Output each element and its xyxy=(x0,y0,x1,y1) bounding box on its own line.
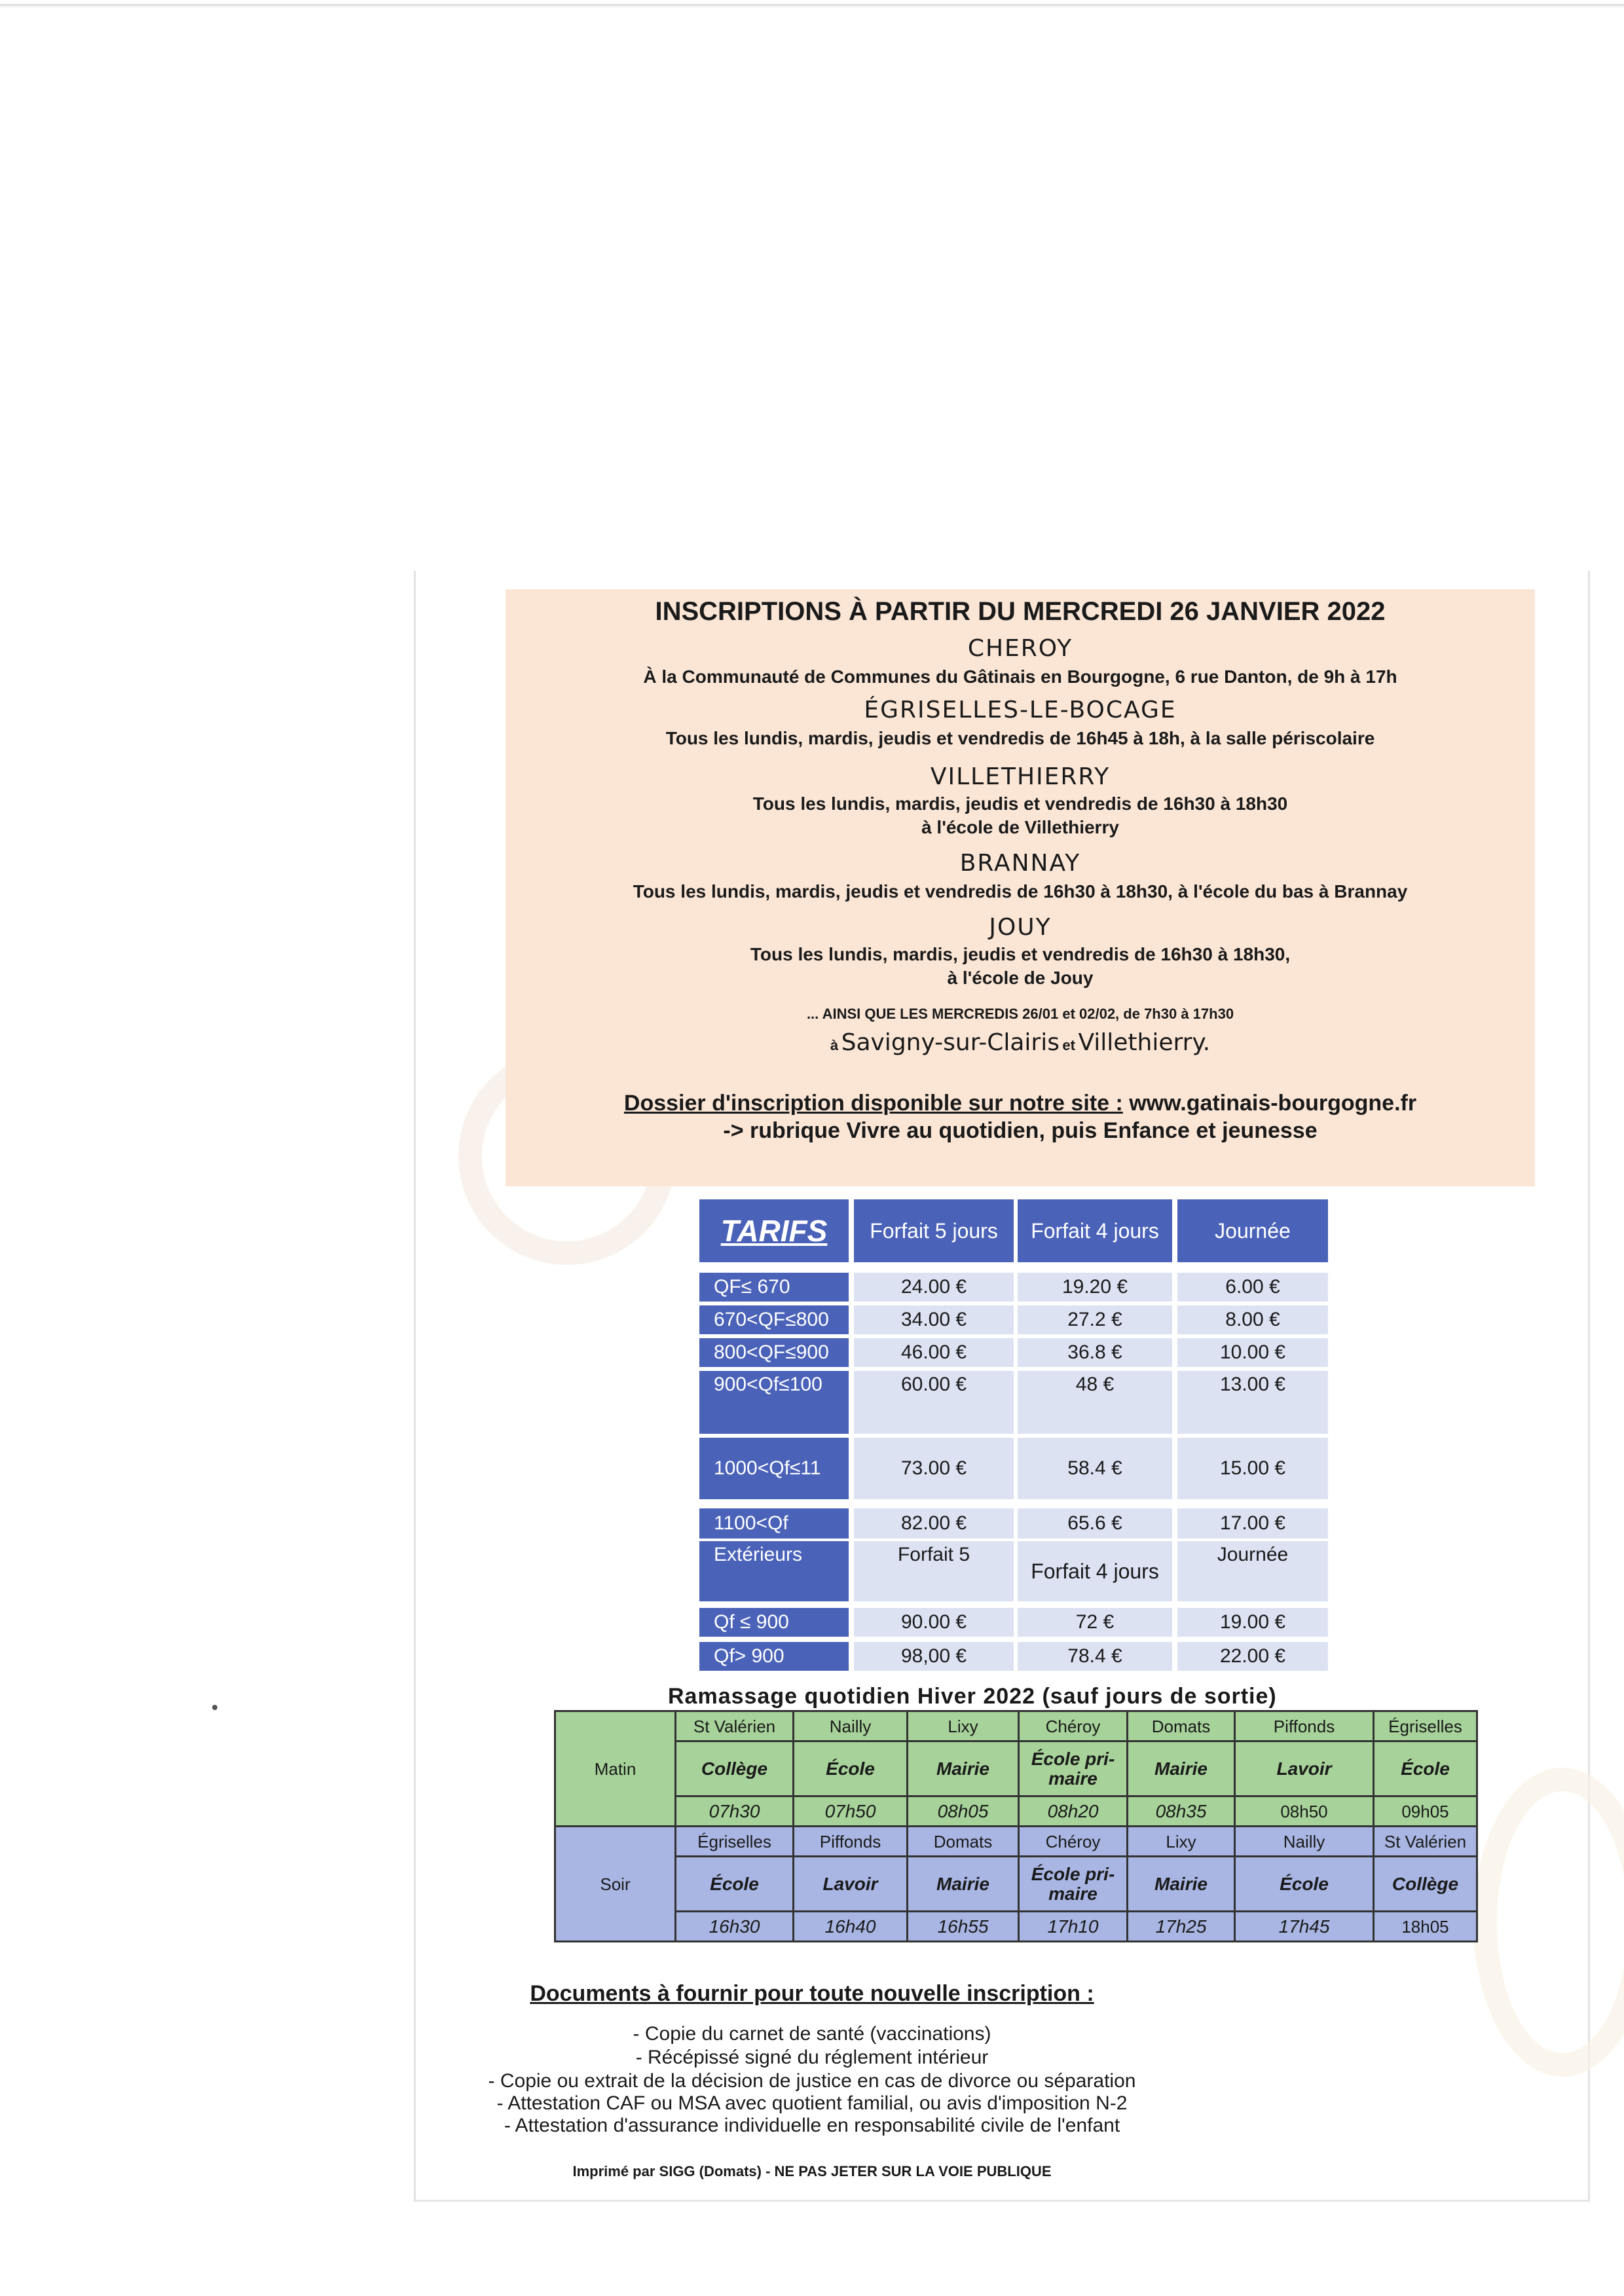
tarif-value: 98,00 € xyxy=(854,1642,1014,1671)
scan-dot xyxy=(212,1705,217,1710)
bus-stop: Domats xyxy=(908,1827,1019,1857)
document-item: - Copie ou extrait de la décision de justice en cas de divorce ou séparation xyxy=(488,2070,1136,2092)
registration-info-box xyxy=(506,589,1535,1186)
tarif-value: Journée xyxy=(1177,1541,1328,1601)
bus-stop: Nailly xyxy=(1235,1827,1374,1857)
bus-time: 17h10 xyxy=(1019,1912,1128,1942)
bus-time: 08h35 xyxy=(1128,1796,1235,1827)
town-name: ÉGRISELLES-LE-BOCAGE xyxy=(864,697,1177,723)
bus-time: 07h30 xyxy=(676,1796,794,1827)
soir-label: Soir xyxy=(555,1827,676,1942)
bus-stop: Lixy xyxy=(908,1711,1019,1741)
tarif-value: 78.4 € xyxy=(1018,1642,1172,1671)
town-details: Tous les lundis, mardis, jeudis et vendredis de 16h30 à 18h30, xyxy=(750,944,1291,964)
tarif-row-label: 800<QF≤900 xyxy=(699,1338,849,1367)
scan-edge xyxy=(0,4,1624,8)
bus-place: Lavoir xyxy=(794,1857,908,1912)
bus-time: 18h05 xyxy=(1374,1912,1477,1942)
tarifs-header: Forfait 4 jours xyxy=(1018,1199,1172,1262)
tarifs-title-cell xyxy=(699,1199,849,1262)
wednesday-place: Savigny-sur-Clairis xyxy=(841,1029,1060,1056)
bus-time: 17h45 xyxy=(1235,1912,1374,1942)
tarif-row-label: QF≤ 670 xyxy=(699,1273,849,1302)
document-item: - Attestation CAF ou MSA avec quotient familial, ou avis d'imposition N-2 xyxy=(496,2092,1128,2114)
bus-place: Mairie xyxy=(1128,1857,1235,1912)
bus-time: 16h30 xyxy=(676,1912,794,1942)
matin-label: Matin xyxy=(555,1711,676,1827)
tarif-row-label: 1000<Qf≤11 xyxy=(699,1438,849,1499)
tarif-value: 6.00 € xyxy=(1177,1273,1328,1302)
tarifs-header: Journée xyxy=(1177,1199,1328,1262)
bus-place: Lavoir xyxy=(1235,1741,1374,1796)
bus-place: École pri-maire xyxy=(1019,1741,1128,1796)
bus-stop: Égriselles xyxy=(1374,1711,1477,1741)
tarif-value: 72 € xyxy=(1018,1608,1172,1637)
tarif-row-label: Qf> 900 xyxy=(699,1642,849,1671)
tarif-value: 17.00 € xyxy=(1177,1508,1328,1539)
bus-stop: Piffonds xyxy=(794,1827,908,1857)
bus-time: 08h05 xyxy=(908,1796,1019,1827)
website-link[interactable]: www.gatinais-bourgogne.fr xyxy=(1129,1091,1417,1116)
tarif-row-label: Qf ≤ 900 xyxy=(699,1608,849,1637)
town-name: VILLETHIERRY xyxy=(930,763,1111,790)
bus-time: 09h05 xyxy=(1374,1796,1477,1827)
tarif-value: 82.00 € xyxy=(854,1508,1014,1539)
tarif-value: 27.2 € xyxy=(1018,1305,1172,1334)
bus-place: Mairie xyxy=(908,1857,1019,1912)
bus-time: 08h20 xyxy=(1019,1796,1128,1827)
bus-time: 16h40 xyxy=(794,1912,908,1942)
info-title: INSCRIPTIONS À PARTIR DU MERCREDI 26 JANVIER 2022 xyxy=(655,597,1386,626)
bus-place: École xyxy=(1235,1857,1374,1912)
tarif-value: 58.4 € xyxy=(1018,1438,1172,1499)
tarif-value: 8.00 € xyxy=(1177,1305,1328,1334)
bus-stop: Piffonds xyxy=(1235,1711,1374,1741)
tarif-value: 19.20 € xyxy=(1018,1273,1172,1302)
bus-stop: St Valérien xyxy=(676,1711,794,1741)
bus-place: Mairie xyxy=(908,1741,1019,1796)
town-name: CHEROY xyxy=(967,635,1073,662)
bus-place: École xyxy=(1374,1741,1477,1796)
tarif-value: 13.00 € xyxy=(1177,1371,1328,1434)
bus-time: 07h50 xyxy=(794,1796,908,1827)
wednesday-prefix: à xyxy=(830,1037,839,1053)
tarif-value: 73.00 € xyxy=(854,1438,1014,1499)
tarif-value: 90.00 € xyxy=(854,1608,1014,1637)
tarif-value: 46.00 € xyxy=(854,1338,1014,1367)
town-details: à l'école de Villethierry xyxy=(921,817,1119,837)
wednesday-and: et xyxy=(1062,1037,1075,1053)
town-name: JOUY xyxy=(989,914,1052,941)
bus-time: 08h50 xyxy=(1235,1796,1374,1827)
bus-schedule-table xyxy=(554,1710,1478,1942)
bus-place: Mairie xyxy=(1128,1741,1235,1796)
dossier-line xyxy=(506,1091,1535,1116)
bus-place: Collège xyxy=(676,1741,794,1796)
town-details: Tous les lundis, mardis, jeudis et vendredis de 16h30 à 18h30, à l'école du bas à Brannay xyxy=(633,881,1408,902)
bus-time: 16h55 xyxy=(908,1912,1019,1942)
town-details: Tous les lundis, mardis, jeudis et vendredis de 16h30 à 18h30 xyxy=(752,793,1288,814)
town-details: à l'école de Jouy xyxy=(947,968,1094,988)
bus-stop: Nailly xyxy=(794,1711,908,1741)
tarif-row-label: 1100<Qf xyxy=(699,1508,849,1539)
wednesday-place: Villethierry. xyxy=(1078,1029,1211,1056)
tarif-value: 36.8 € xyxy=(1018,1338,1172,1367)
bus-schedule-title: Ramassage quotidien Hiver 2022 (sauf jours de sortie) xyxy=(668,1684,1277,1709)
tarif-value: 19.00 € xyxy=(1177,1608,1328,1637)
tarif-value: 24.00 € xyxy=(854,1273,1014,1302)
tarif-row-label: 900<Qf≤100 xyxy=(699,1371,849,1434)
bus-stop: St Valérien xyxy=(1374,1827,1477,1857)
tarifs-header: Forfait 5 jours xyxy=(854,1199,1014,1262)
town-name: BRANNAY xyxy=(959,850,1081,877)
tarifs-title: TARIFS xyxy=(720,1214,828,1248)
documents-title xyxy=(0,1981,1624,2007)
town-details: Tous les lundis, mardis, jeudis et vendredis de 16h45 à 18h, à la salle périscolaire xyxy=(665,728,1375,748)
tarif-value: Forfait 4 jours xyxy=(1018,1541,1172,1601)
tarif-value: 60.00 € xyxy=(854,1371,1014,1434)
document-item: - Copie du carnet de santé (vaccinations) xyxy=(633,2023,991,2045)
bus-stop: Chéroy xyxy=(1019,1711,1128,1741)
tarif-value: 34.00 € xyxy=(854,1305,1014,1334)
document-item: - Récépissé signé du réglement intérieur xyxy=(635,2047,989,2068)
tarif-row-label: Extérieurs xyxy=(699,1541,849,1601)
bus-stop: Chéroy xyxy=(1019,1827,1128,1857)
town-details: À la Communauté de Communes du Gâtinais en Bourgogne, 6 rue Danton, de 9h à 17h xyxy=(643,666,1397,687)
documents-title-text: Documents à fournir pour toute nouvelle inscription : xyxy=(530,1981,1094,2006)
bus-place: École xyxy=(676,1857,794,1912)
bus-stop: Égriselles xyxy=(676,1827,794,1857)
tarif-value: 15.00 € xyxy=(1177,1438,1328,1499)
footer-print-notice: Imprimé par SIGG (Domats) - NE PAS JETER SUR LA VOIE PUBLIQUE xyxy=(572,2163,1052,2179)
wednesday-note: ... AINSI QUE LES MERCREDIS 26/01 et 02/02, de 7h30 à 17h30 xyxy=(806,1006,1234,1022)
bus-stop: Domats xyxy=(1128,1711,1235,1741)
tarif-value: Forfait 5 xyxy=(854,1541,1014,1601)
bus-time: 17h25 xyxy=(1128,1912,1235,1942)
tarif-row-label: 670<QF≤800 xyxy=(699,1305,849,1334)
tarif-value: 48 € xyxy=(1018,1371,1172,1434)
tarif-value: 22.00 € xyxy=(1177,1642,1328,1671)
rubrique-line: -> rubrique Vivre au quotidien, puis Enfance et jeunesse xyxy=(723,1118,1318,1143)
tarif-value: 10.00 € xyxy=(1177,1338,1328,1367)
tarif-value: 65.6 € xyxy=(1018,1508,1172,1539)
bus-place: École xyxy=(794,1741,908,1796)
dossier-text: Dossier d'inscription disponible sur notre site : xyxy=(623,1091,1123,1116)
document-item: - Attestation d'assurance individuelle en responsabilité civile de l'enfant xyxy=(504,2115,1120,2136)
bus-stop: Lixy xyxy=(1128,1827,1235,1857)
bus-place: Collège xyxy=(1374,1857,1477,1912)
wednesday-places xyxy=(506,1029,1535,1056)
bus-place: École pri-maire xyxy=(1019,1857,1128,1912)
